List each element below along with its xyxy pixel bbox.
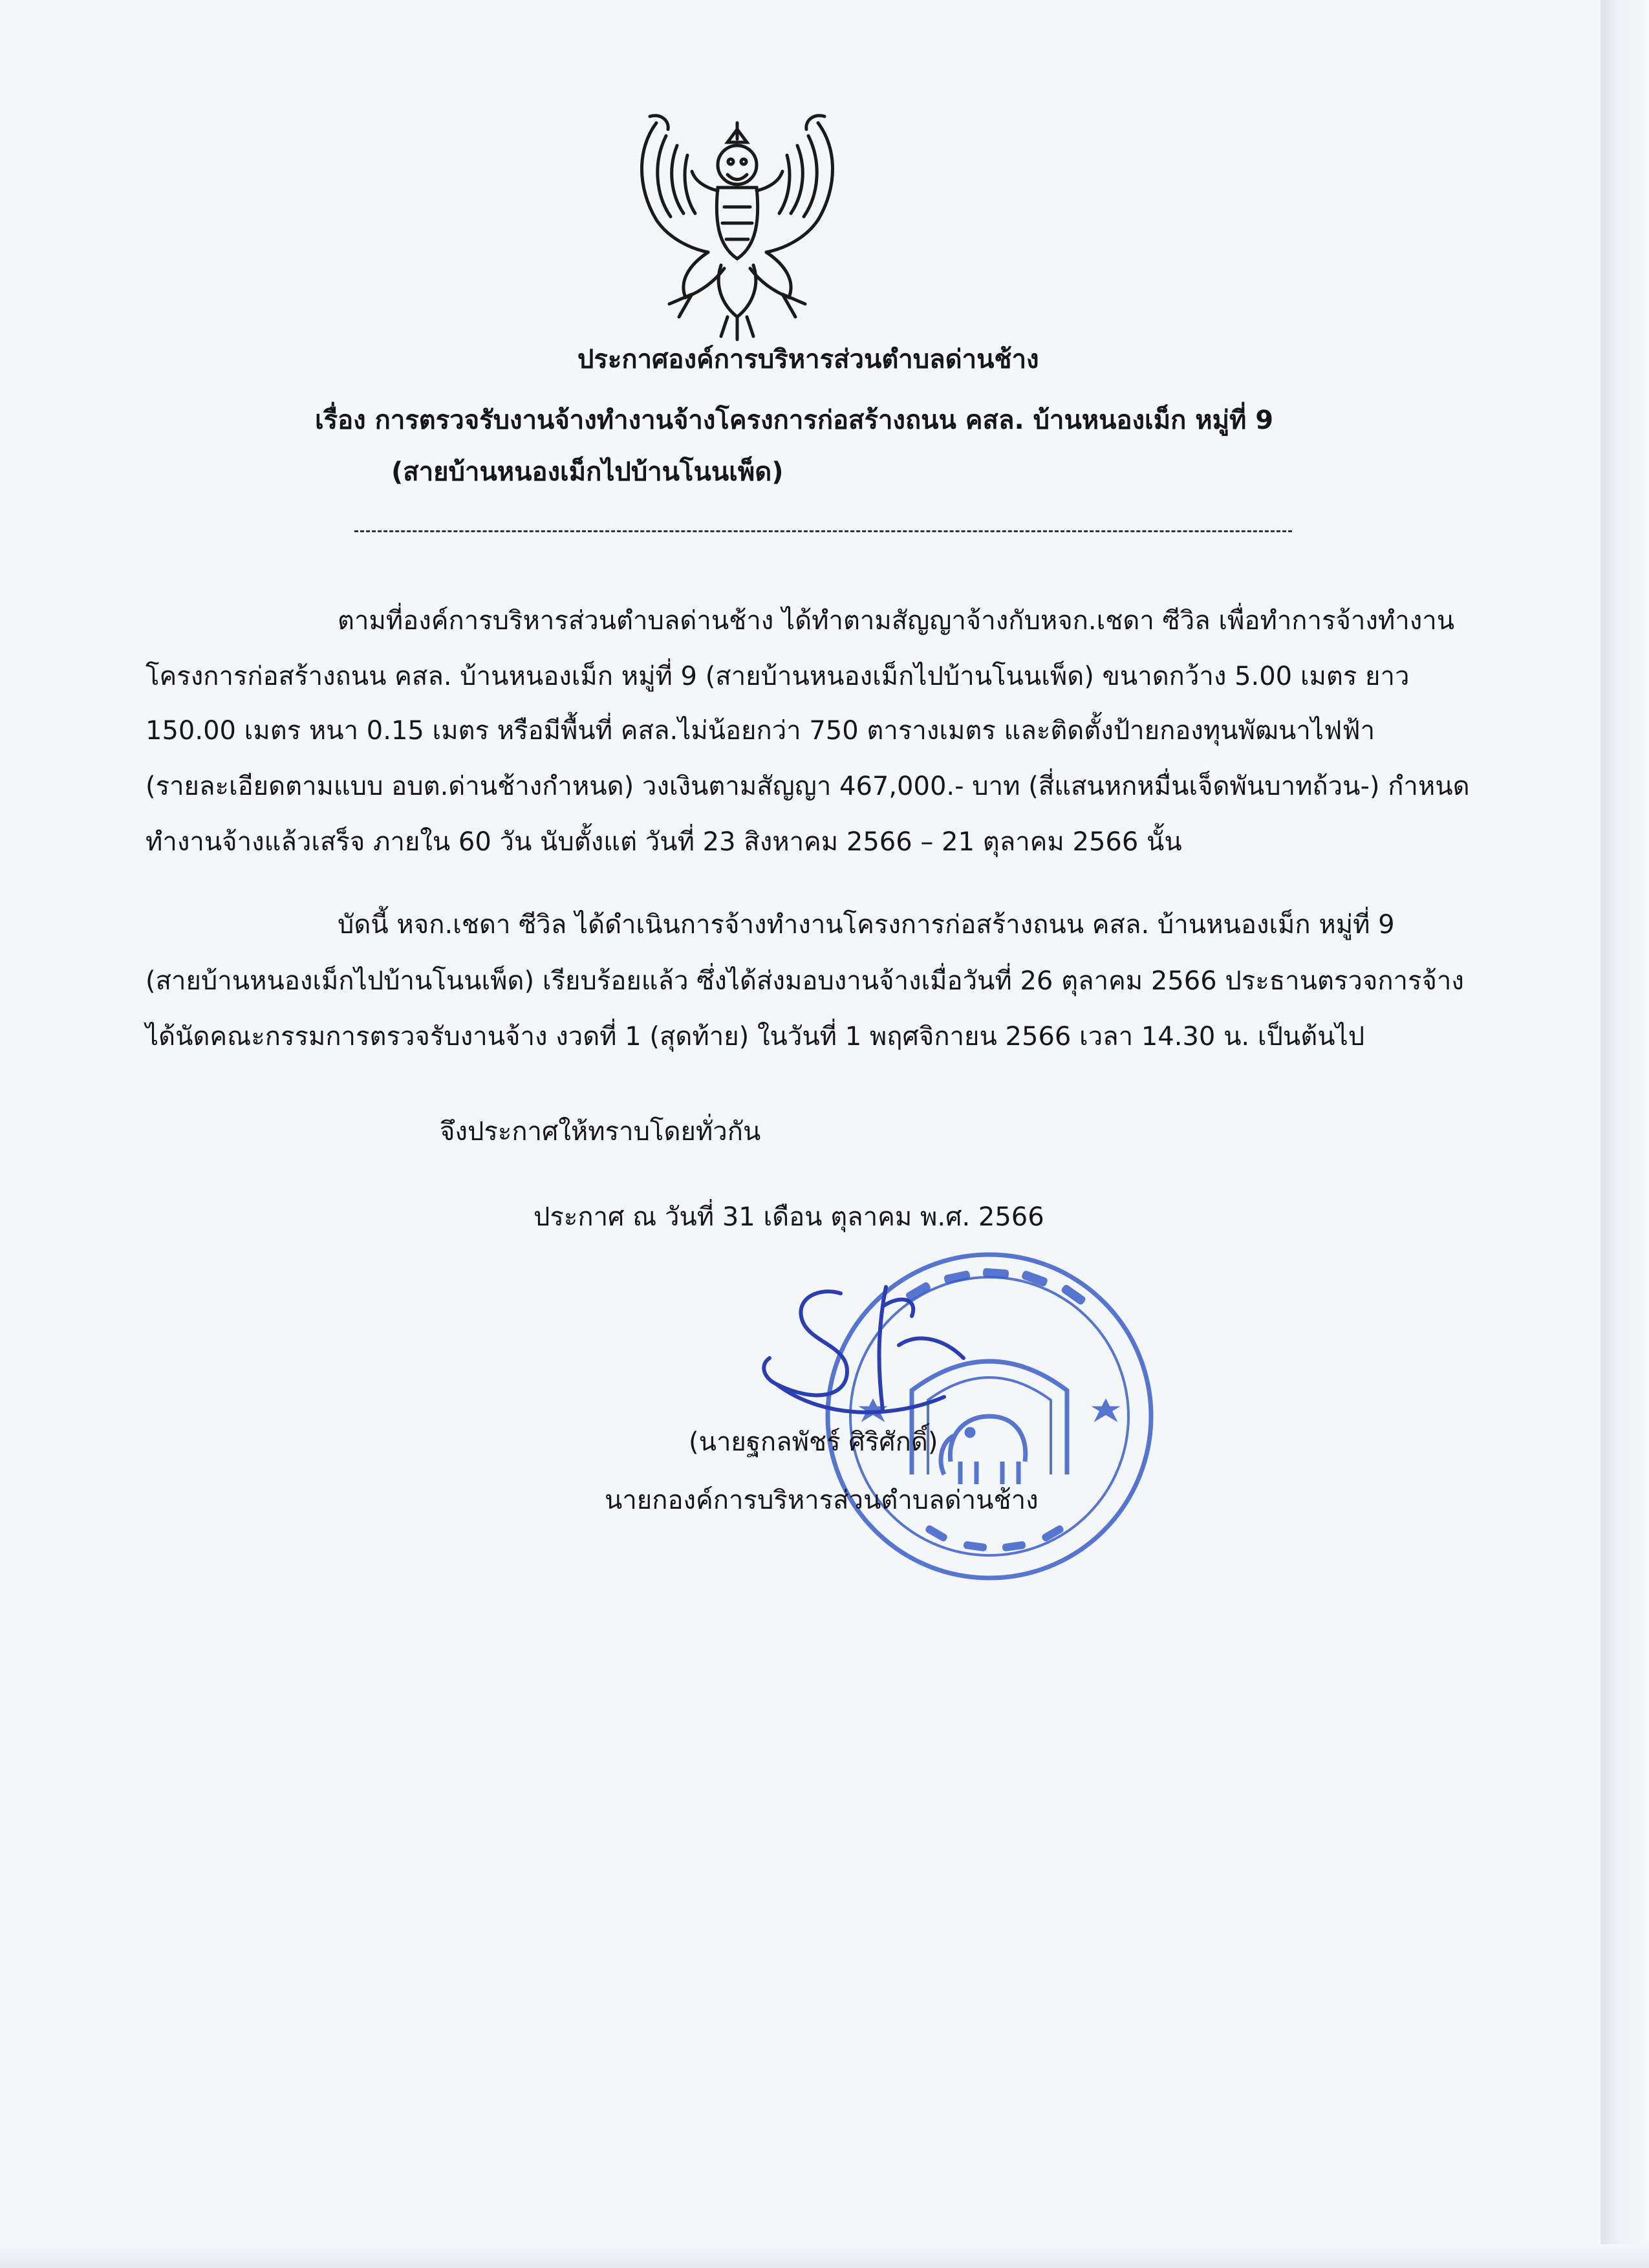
closing-statement: จึงประกาศให้ทราบโดยทั่วกัน — [440, 1117, 761, 1147]
page-edge-bottom — [0, 2244, 1649, 2268]
paragraph1-line5: ทำงานจ้างแล้วเสร็จ ภายใน 60 วัน นับตั้งแต่ วันที่ 23 สิงหาคม 2566 – 21 ตุลาคม 2566 นั้น — [146, 827, 1182, 857]
page-edge — [1600, 0, 1649, 2268]
announcement-date: ประกาศ ณ วันที่ 31 เดือน ตุลาคม พ.ศ. 2566 — [534, 1202, 1044, 1232]
paragraph1-line3: 150.00 เมตร หนา 0.15 เมตร หรือมีพื้นที่ คสล.ไม่น้อยกว่า 750 ตารางเมตร และติดตั้งป้ายกองทุนพัฒนาไฟฟ้า — [146, 716, 1375, 746]
paragraph2-line3: ได้นัดคณะกรรมการตรวจรับงานจ้าง งวดที่ 1 (สุดท้าย) ในวันที่ 1 พฤศจิกายน 2566 เวลา 14.30 น. เป็นต้นไป — [146, 1022, 1365, 1052]
paragraph2-line2: (สายบ้านหนองเม็กไปบ้านโนนเพ็ด) เรียบร้อยแล้ว ซึ่งได้ส่งมอบงานจ้างเมื่อวันที่ 26 ตุลาคม 2566 ประธานตรวจการจ้าง — [146, 966, 1464, 996]
handwritten-signature — [750, 1268, 1073, 1449]
separator-line — [354, 530, 1292, 532]
paragraph2-line1: บัดนี้ หจก.เชดา ซีวิล ได้ดำเนินการจ้างทำงานโครงการก่อสร้างถนน คสล. บ้านหนองเม็ก หมู่ที่ 9 — [338, 910, 1395, 940]
signatory-position: นายกองค์การบริหารส่วนตำบลด่านช้าง — [605, 1485, 1039, 1515]
garuda-emblem-icon — [630, 110, 844, 343]
paragraph1-line4: (รายละเอียดตามแบบ อบต.ด่านช้างกำหนด) วงเงินตามสัญญา 467,000.- บาท (สี่แสนหกหมื่นเจ็ดพันบาทถ้วน-) กำหนด — [146, 772, 1470, 801]
paragraph1-line2: โครงการก่อสร้างถนน คสล. บ้านหนองเม็ก หมู่ที่ 9 (สายบ้านหนองเม็กไปบ้านโนนเพ็ด) ขนาดกว้าง 5.00 เมตร ยาว — [146, 662, 1410, 691]
paragraph1-line1: ตามที่องค์การบริหารส่วนตำบลด่านช้าง ได้ทำตามสัญญาจ้างกับหจก.เชดา ซีวิล เพื่อทำการจ้างทำงาน — [338, 606, 1455, 636]
document-title: ประกาศองค์การบริหารส่วนตำบลด่านช้าง — [577, 345, 1039, 374]
signatory-name: (นายฐกลพัชร์ ศิริศักดิ์) — [689, 1427, 938, 1457]
document-subject: เรื่อง การตรวจรับงานจ้างทำงานจ้างโครงการก่อสร้างถนน คสล. บ้านหนองเม็ก หมู่ที่ 9 — [315, 405, 1274, 435]
document-subject-continued: (สายบ้านหนองเม็กไปบ้านโนนเพ็ด) — [391, 457, 784, 487]
